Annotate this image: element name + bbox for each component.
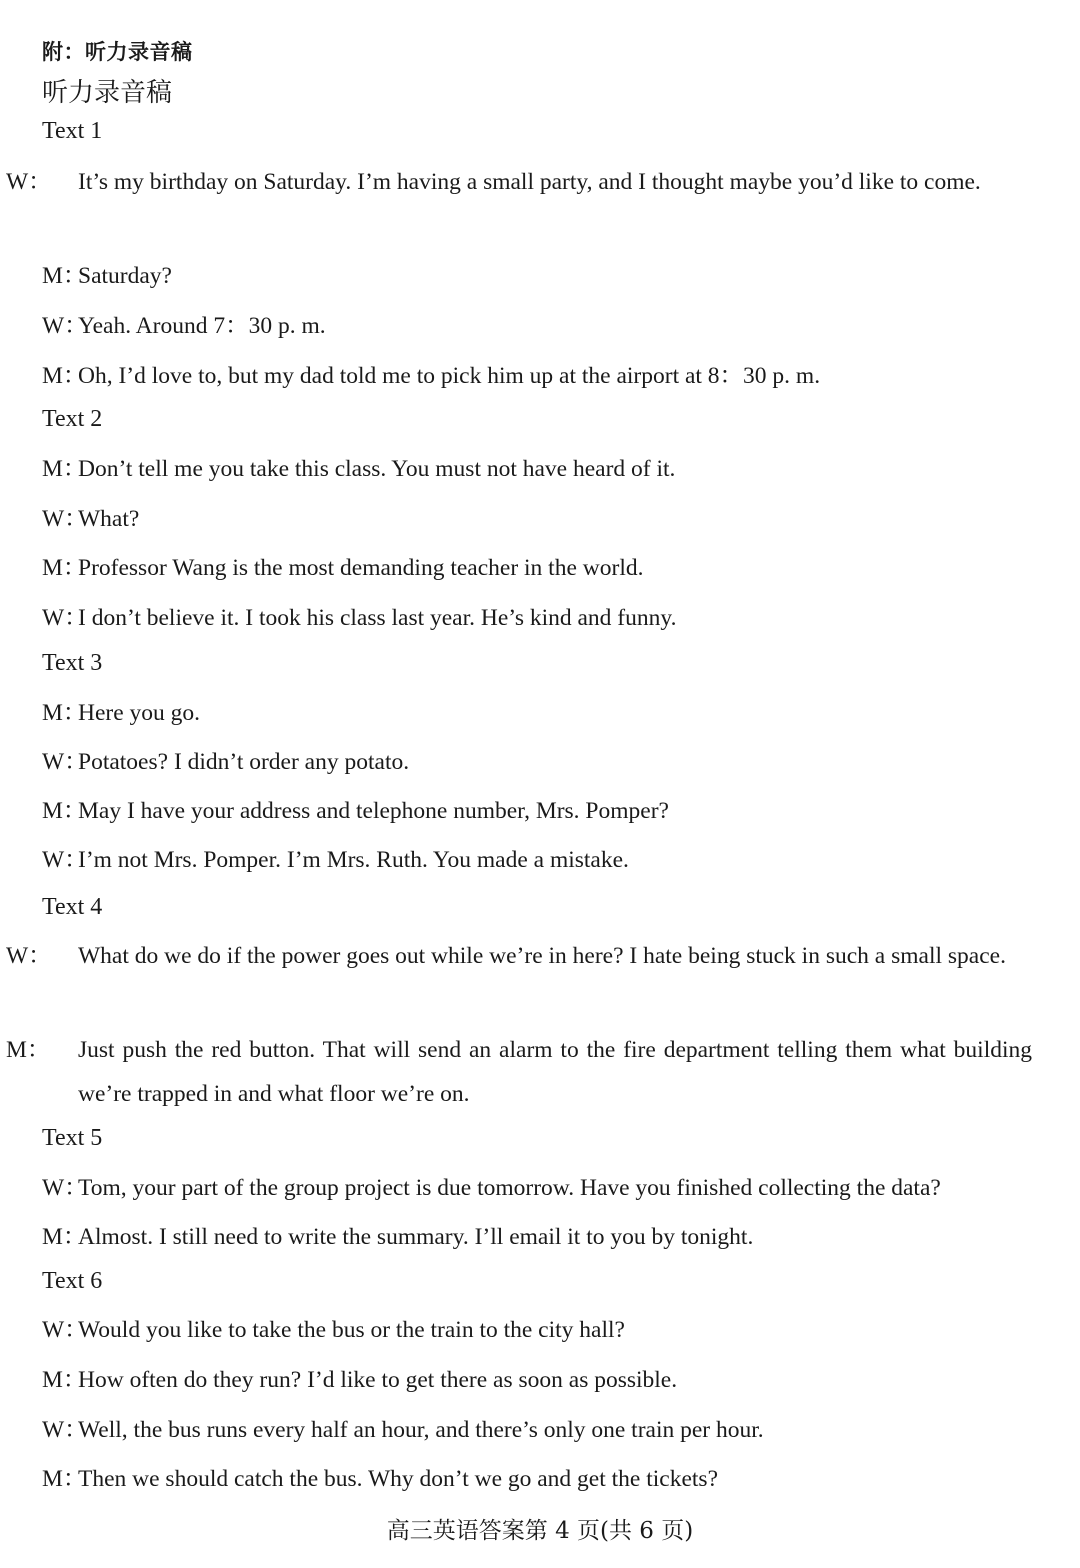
- dialogue-line: [42, 596, 1032, 640]
- dialogue-line: [42, 740, 1032, 784]
- dialogue-line: [42, 354, 1032, 398]
- section-title-text-3: Text 3: [42, 650, 103, 676]
- dialogue-line: [6, 160, 1032, 204]
- speaker-label: W：: [42, 506, 88, 532]
- dialogue-line: [42, 1457, 1032, 1501]
- speaker-label: M：: [42, 1466, 87, 1492]
- dialogue-line: [42, 497, 1032, 541]
- dialogue-line: [42, 691, 1032, 735]
- speaker-label: W：: [42, 749, 88, 775]
- dialogue-line: [42, 447, 1032, 491]
- speaker-label: W：: [42, 847, 88, 873]
- dialogue-line: [42, 304, 1032, 348]
- dialogue-line: [6, 934, 1032, 978]
- dialogue-text: I don’t believe it. I took his class last year. He’s kind and funny.: [78, 605, 677, 631]
- dialogue-text: Professor Wang is the most demanding teacher in the world.: [78, 555, 644, 581]
- dialogue-text: How often do they run? I’d like to get there as soon as possible.: [78, 1367, 678, 1393]
- dialogue-text: Don’t tell me you take this class. You must not have heard of it.: [78, 456, 676, 482]
- speaker-label: W：: [6, 943, 52, 969]
- section-title-text-4: Text 4: [42, 894, 103, 920]
- transcript-subheading: 听力录音稿: [42, 78, 173, 108]
- dialogue-text: Potatoes? I didn’t order any potato.: [78, 749, 410, 775]
- dialogue-text: Oh, I’d love to, but my dad told me to pick him up at the airport at 8：30 p. m.: [78, 363, 821, 389]
- dialogue-text: Yeah. Around 7：30 p. m.: [78, 313, 326, 339]
- dialogue-line: [6, 1028, 1032, 1116]
- speaker-label: M：: [42, 555, 87, 581]
- dialogue-text: Then we should catch the bus. Why don’t we go and get the tickets?: [78, 1466, 718, 1492]
- speaker-label: M：: [42, 1224, 87, 1250]
- dialogue-text: May I have your address and telephone number, Mrs. Pomper?: [78, 798, 669, 824]
- speaker-label: W：: [42, 605, 88, 631]
- dialogue-text: Almost. I still need to write the summary. I’ll email it to you by tonight.: [78, 1224, 754, 1250]
- appendix-heading: 附：听力录音稿: [42, 40, 193, 64]
- dialogue-text: Saturday?: [78, 263, 172, 289]
- dialogue-text: Just push the red button. That will send an alarm to the fire department telling them what building we’re trapped in and what floor we’re on.: [78, 1037, 1032, 1107]
- dialogue-text: Here you go.: [78, 700, 201, 726]
- speaker-label: M：: [42, 456, 87, 482]
- dialogue-line: [42, 546, 1032, 590]
- speaker-label: M：: [42, 700, 87, 726]
- speaker-label: W：: [42, 313, 88, 339]
- dialogue-text: What do we do if the power goes out while we’re in here? I hate being stuck in such a small space.: [78, 943, 1006, 969]
- dialogue-line: [42, 1308, 1032, 1352]
- dialogue-line: [42, 1215, 1032, 1259]
- dialogue-text: Would you like to take the bus or the train to the city hall?: [78, 1317, 625, 1343]
- speaker-label: M：: [42, 798, 87, 824]
- dialogue-line: [42, 1408, 1032, 1452]
- dialogue-text: Tom, your part of the group project is due tomorrow. Have you finished collecting the data?: [78, 1175, 941, 1201]
- speaker-label: M：: [42, 263, 87, 289]
- dialogue-text: Well, the bus runs every half an hour, and there’s only one train per hour.: [78, 1417, 764, 1443]
- section-title-text-1: Text 1: [42, 118, 103, 144]
- speaker-label: W：: [6, 169, 52, 195]
- speaker-label: W：: [42, 1317, 88, 1343]
- page-footer: 高三英语答案第 4 页(共 6 页): [386, 1518, 694, 1544]
- speaker-label: W：: [42, 1175, 88, 1201]
- speaker-label: M：: [6, 1037, 51, 1063]
- dialogue-text: It’s my birthday on Saturday. I’m having a small party, and I thought maybe you’d like to come.: [78, 169, 981, 195]
- dialogue-line: [42, 1166, 1032, 1210]
- dialogue-line: [42, 1358, 1032, 1402]
- section-title-text-2: Text 2: [42, 406, 103, 432]
- dialogue-text: I’m not Mrs. Pomper. I’m Mrs. Ruth. You made a mistake.: [78, 847, 629, 873]
- section-title-text-5: Text 5: [42, 1125, 103, 1151]
- dialogue-text: What?: [78, 506, 140, 532]
- dialogue-line: [42, 789, 1032, 833]
- speaker-label: M：: [42, 363, 87, 389]
- speaker-label: M：: [42, 1367, 87, 1393]
- section-title-text-6: Text 6: [42, 1268, 103, 1294]
- dialogue-line: [42, 254, 1032, 298]
- speaker-label: W：: [42, 1417, 88, 1443]
- dialogue-line: [42, 838, 1032, 882]
